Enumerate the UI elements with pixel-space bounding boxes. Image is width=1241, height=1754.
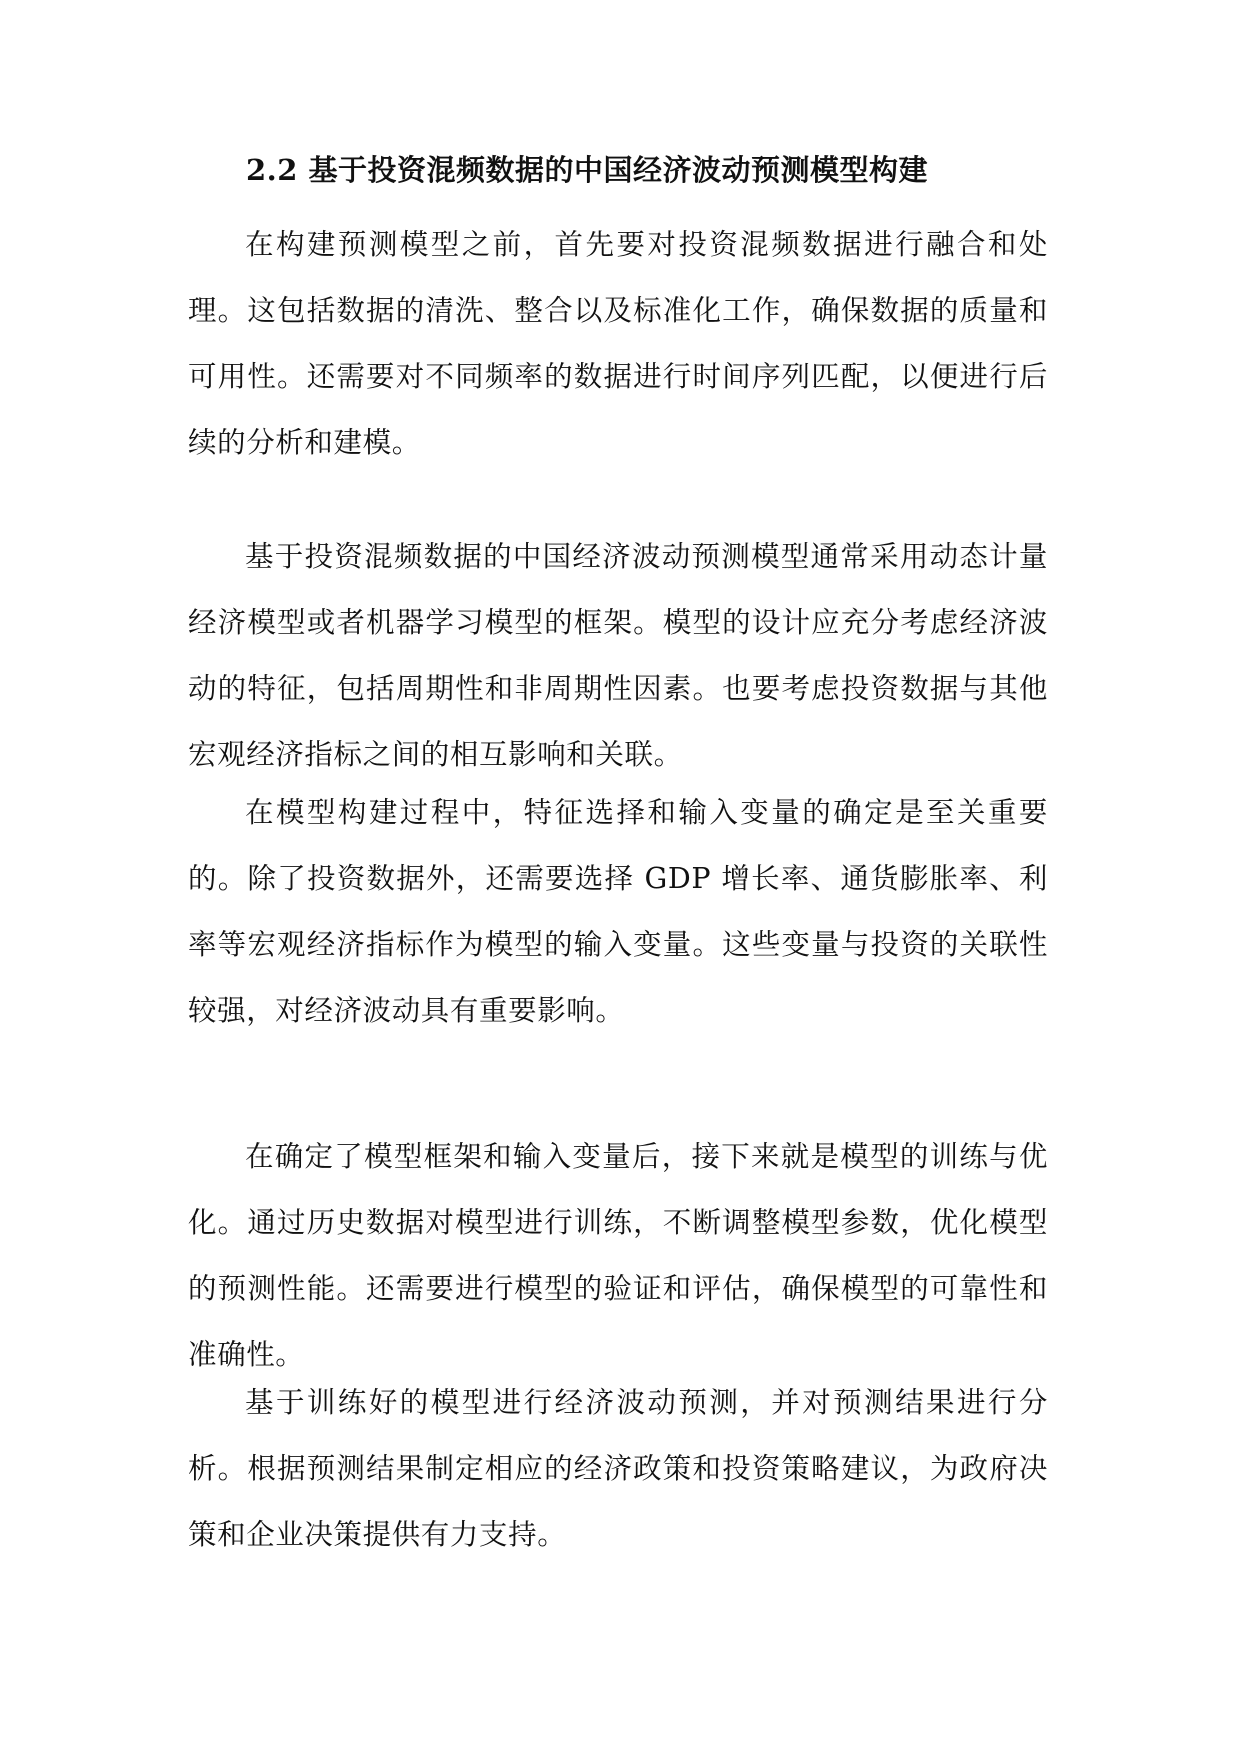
paragraph-forecast-analysis: 基于训练好的模型进行经济波动预测，并对预测结果进行分析。根据预测结果制定相应的经济政策和投资策略建议，为政府决策和企业决策提供有力支持。 — [188, 1386, 1048, 1551]
section-heading: 2.2 基于投资混频数据的中国经济波动预测模型构建 — [246, 153, 929, 187]
paragraph-data-fusion: 在构建预测模型之前，首先要对投资混频数据进行融合和处理。这包括数据的清洗、整合以及标准化工作，确保数据的质量和可用性。还需要对不同频率的数据进行时间序列匹配，以便进行后续的分析和建模。 — [188, 228, 1048, 459]
paragraph-model-framework: 基于投资混频数据的中国经济波动预测模型通常采用动态计量经济模型或者机器学习模型的框架。模型的设计应充分考虑经济波动的特征，包括周期性和非周期性因素。也要考虑投资数据与其他宏观经济指标之间的相互影响和关联。 — [188, 540, 1048, 771]
paragraph-feature-selection: 在模型构建过程中，特征选择和输入变量的确定是至关重要的。除了投资数据外，还需要选择 GDP 增长率、通货膨胀率、利率等宏观经济指标作为模型的输入变量。这些变量与投资的关联性较强，对经济波动具有重要影响。 — [188, 796, 1048, 1027]
paragraph-training-optimization: 在确定了模型框架和输入变量后，接下来就是模型的训练与优化。通过历史数据对模型进行训练，不断调整模型参数，优化模型的预测性能。还需要进行模型的验证和评估，确保模型的可靠性和准确性。 — [188, 1140, 1048, 1371]
